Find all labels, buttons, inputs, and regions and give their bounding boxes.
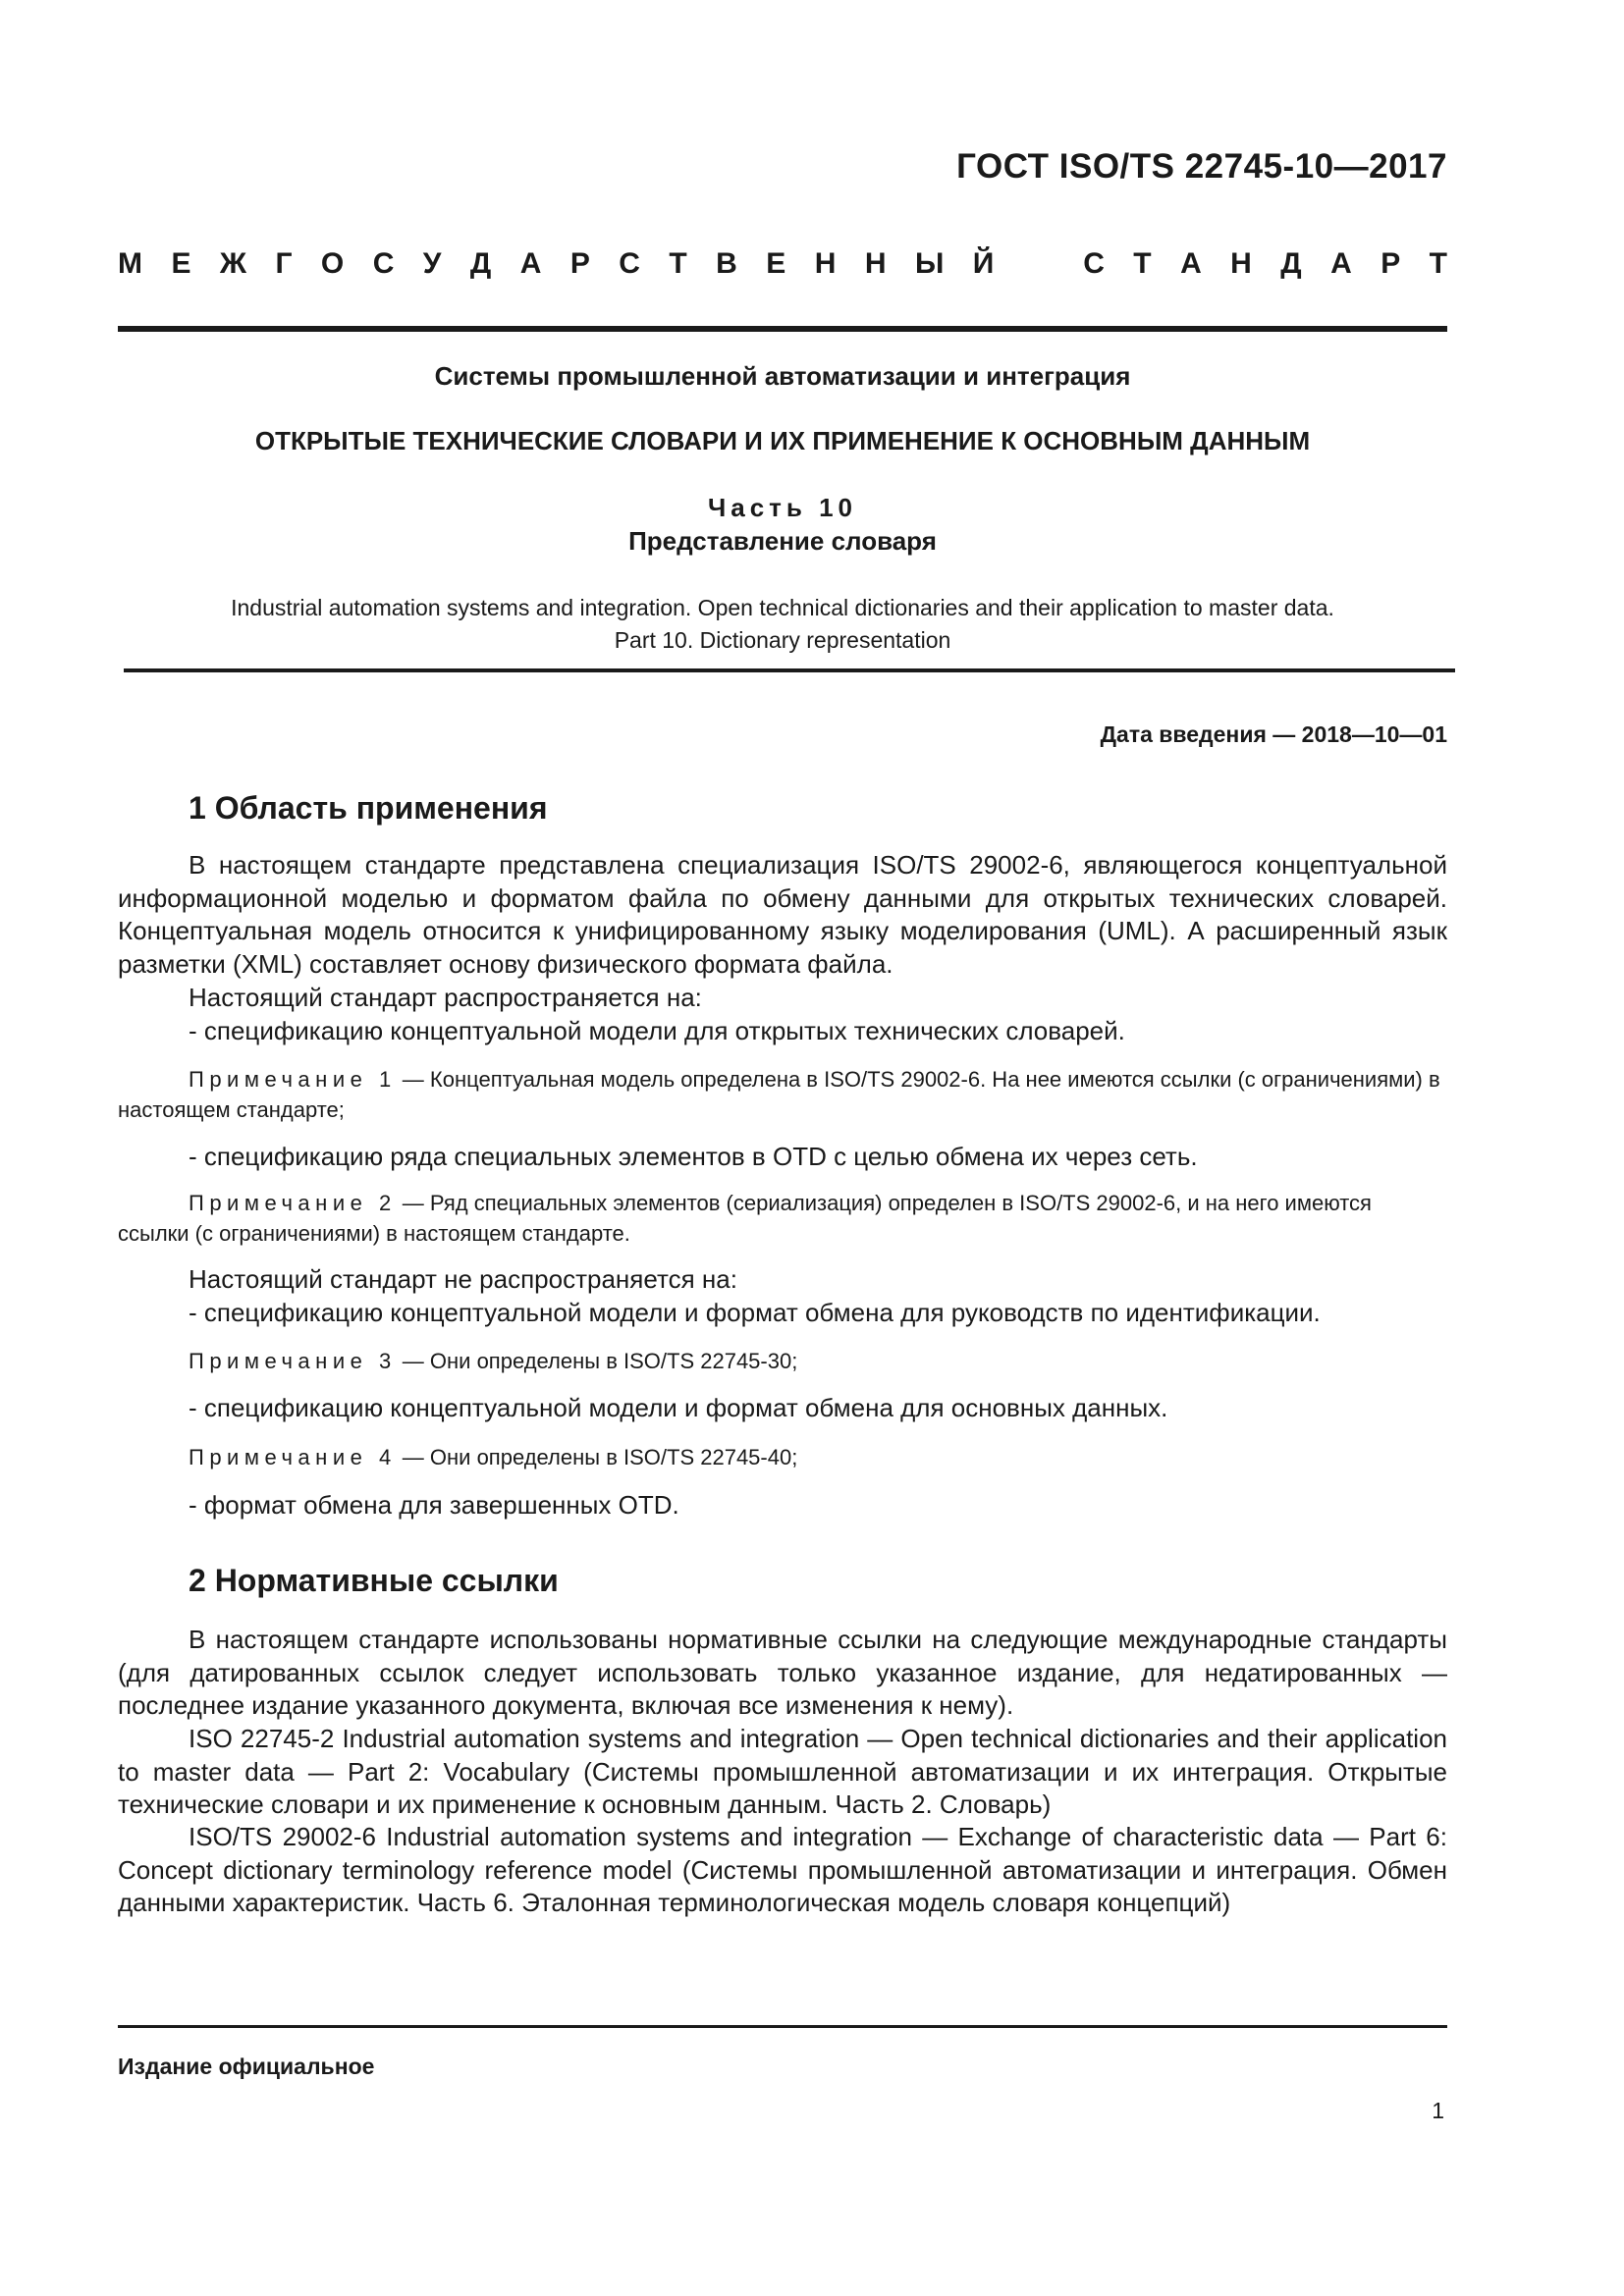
- kind-letter: Ы: [914, 247, 945, 280]
- document-title: ОТКРЫТЫЕ ТЕХНИЧЕСКИЕ СЛОВАРИ И ИХ ПРИМЕНЕНИЕ К ОСНОВНЫМ ДАННЫМ: [254, 426, 1311, 455]
- kind-letter: Д: [469, 247, 492, 280]
- kind-letter: Р: [1380, 247, 1401, 280]
- english-title-line: Part 10. Dictionary representation: [614, 627, 951, 653]
- series-title: Системы промышленной автоматизации и интеграция: [434, 361, 1131, 391]
- part-label: Часть 10: [707, 493, 858, 522]
- list-item: - формат обмена для завершенных OTD.: [189, 1490, 679, 1520]
- kind-letter: Г: [275, 247, 293, 280]
- kind-letter: В: [716, 247, 737, 280]
- kind-letter: Р: [569, 247, 590, 280]
- note: [118, 1346, 1447, 1376]
- kind-letter: С: [372, 247, 395, 280]
- standard-number: ГОСТ ISO/TS 22745-10—2017: [956, 147, 1447, 186]
- section-2-heading: 2 Нормативные ссылки: [189, 1563, 559, 1598]
- list-item: - спецификацию концептуальной модели и формат обмена для основных данных.: [189, 1393, 1168, 1422]
- paragraph: Настоящий стандарт не распространяется на:: [189, 1264, 737, 1294]
- note-label: Примечание 4: [189, 1445, 397, 1469]
- kind-letter: Н: [1230, 247, 1252, 280]
- part-name: Представление словаря: [628, 526, 937, 556]
- kind-letter: Ж: [219, 247, 247, 280]
- official-edition-label: Издание официальное: [118, 2054, 375, 2079]
- kind-letter: Е: [766, 247, 786, 280]
- kind-letter: С: [619, 247, 640, 280]
- list-item: - спецификацию концептуальной модели и формат обмена для руководств по идентификации.: [189, 1298, 1321, 1327]
- header-rule: [118, 326, 1447, 332]
- kind-letter: М: [118, 247, 142, 280]
- note-text: — Они определены в ISO/TS 22745-40;: [396, 1445, 798, 1469]
- section-1-heading: 1 Область применения: [189, 790, 548, 826]
- title-rule: [124, 668, 1455, 672]
- note: [118, 1064, 1447, 1125]
- introduction-date: Дата введения — 2018—10—01: [1100, 721, 1447, 747]
- note-label: Примечание 1: [189, 1067, 397, 1092]
- note-text: — Они определены в ISO/TS 22745-30;: [396, 1349, 798, 1373]
- paragraph: Настоящий стандарт распространяется на:: [189, 983, 702, 1012]
- kind-letter: Д: [1280, 247, 1302, 280]
- page-number: 1: [1432, 2098, 1444, 2123]
- paragraph: В настоящем стандарте использованы нормативные ссылки на следующие международные стандарты (для датированных ссылок следует использовать только указанное издание, для недатированных — последнее издание указанного документа, включая все изменения к нему).: [118, 1625, 1447, 1720]
- kind-letter: А: [1180, 247, 1202, 280]
- kind-letter: Й: [972, 247, 995, 280]
- standard-kind: [118, 247, 1447, 281]
- kind-letter: С: [1083, 247, 1105, 280]
- note-label: Примечание 2: [189, 1191, 397, 1215]
- list-item: - спецификацию ряда специальных элементов в OTD с целью обмена их через сеть.: [189, 1142, 1198, 1171]
- paragraph: В настоящем стандарте представлена специализация ISO/TS 29002-6, являющегося концептуальной информационной моделью и форматом файла по обмену данными для открытых технических словарей. Концептуальная модель относится к унифицированному языку моделирования (UML). А расширенный язык разметки (XML) составляет основу физического формата файла.: [118, 850, 1447, 979]
- english-title: [118, 592, 1447, 657]
- footer-rule: [118, 2025, 1447, 2028]
- reference: ISO 22745-2 Industrial automation systems and integration — Open technical dictionaries and their application to master data — Part 2: Vocabulary (Системы промышленной автоматизации и их интеграция. Открытые технические словари и их применение к основным данным. Часть 2. Словарь): [118, 1724, 1447, 1819]
- kind-letter: А: [519, 247, 542, 280]
- note: [118, 1442, 1447, 1472]
- english-title-line: Industrial automation systems and integration. Open technical dictionaries and their application to master data.: [231, 595, 1334, 620]
- kind-letter: Т: [1429, 247, 1447, 280]
- reference: ISO/TS 29002-6 Industrial automation systems and integration — Exchange of characteristic data — Part 6: Concept dictionary terminology reference model (Системы промышленной автоматизации и интеграция. Обмен данными характеристик. Часть 6. Эталонная терминологическая модель словаря концепций): [118, 1822, 1447, 1917]
- kind-letter: А: [1330, 247, 1352, 280]
- kind-letter: У: [422, 247, 442, 280]
- kind-letter: Т: [669, 247, 687, 280]
- word-gap: [1023, 247, 1055, 281]
- note-label: Примечание 3: [189, 1349, 397, 1373]
- kind-letter: О: [320, 247, 345, 280]
- note-text: — Концептуальная модель определена в ISO/TS 29002-6. На нее имеются ссылки (с ограничениями) в настоящем стандарте;: [118, 1067, 1440, 1122]
- kind-letter: Н: [814, 247, 837, 280]
- list-item: - спецификацию концептуальной модели для открытых технических словарей.: [189, 1016, 1125, 1045]
- note: [118, 1188, 1447, 1249]
- kind-letter: Е: [171, 247, 191, 280]
- kind-letter: Н: [864, 247, 887, 280]
- note-text: — Ряд специальных элементов (сериализация) определен в ISO/TS 29002-6, и на него имеются ссылки (с ограничениями) в настоящем стандарте.: [118, 1191, 1372, 1246]
- kind-letter: Т: [1133, 247, 1152, 280]
